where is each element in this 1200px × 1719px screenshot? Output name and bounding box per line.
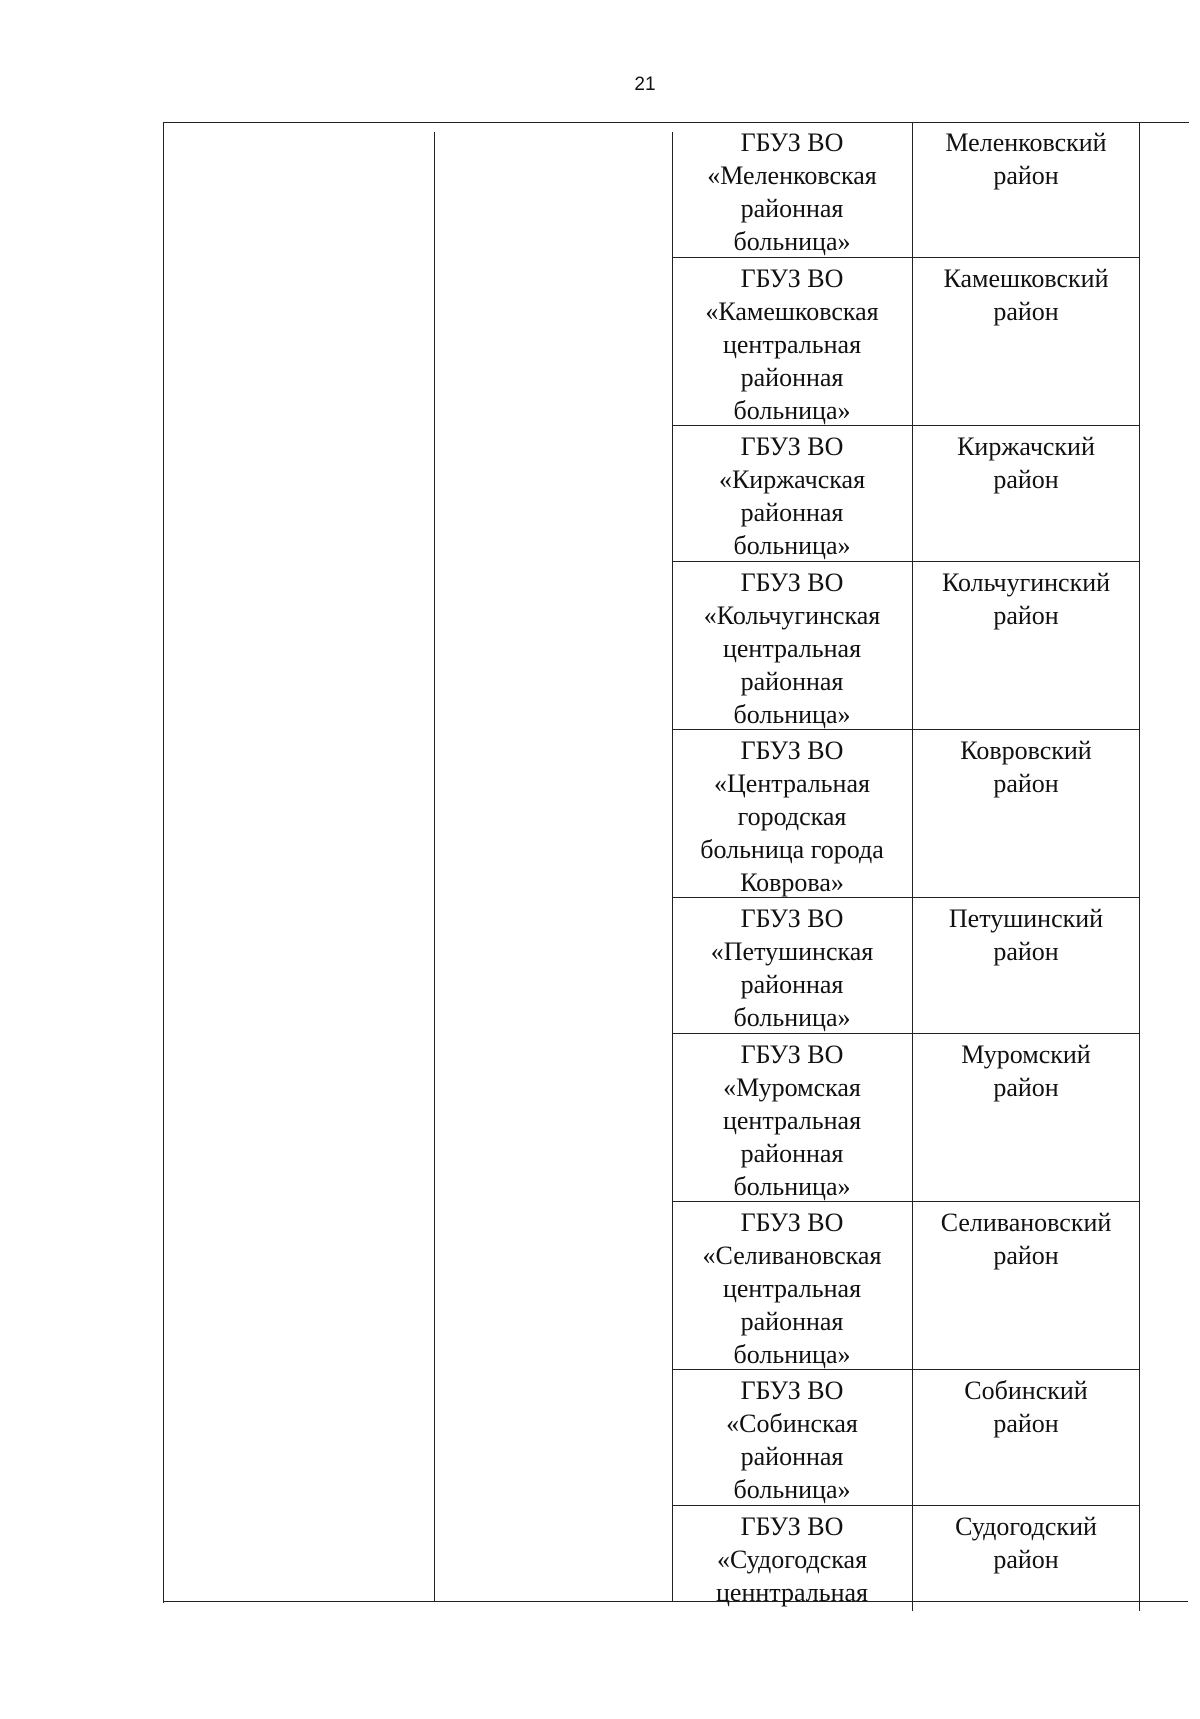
hospital-line: районная	[740, 970, 844, 999]
district-cell	[913, 122, 1140, 257]
table-row	[672, 1034, 1140, 1202]
hospital-line: «Селивановская	[702, 1241, 882, 1270]
hospital-line: «Камешковская	[705, 297, 879, 326]
table-row	[672, 562, 1140, 730]
district-cell	[913, 258, 1140, 425]
hospital-line: «Петушинская	[710, 937, 874, 966]
hospital-line: районная	[740, 363, 844, 392]
district-line: район	[993, 1241, 1059, 1270]
hospital-line: «Меленковская	[707, 161, 877, 190]
table-row	[672, 1202, 1140, 1370]
hospital-line: больница города	[700, 835, 884, 864]
district-line: район	[993, 1073, 1059, 1102]
district-cell	[913, 898, 1140, 1033]
district-line: Собинский	[964, 1376, 1088, 1405]
hospital-line: ГБУЗ ВО	[740, 1512, 844, 1541]
hospital-line: районная	[740, 1139, 844, 1168]
district-line: район	[993, 297, 1059, 326]
hospital-line: ГБУЗ ВО	[740, 568, 844, 597]
table-row	[672, 122, 1140, 258]
column-divider-1	[434, 132, 435, 1602]
hospital-cell	[672, 562, 913, 729]
hospital-line: ГБУЗ ВО	[740, 736, 844, 765]
hospital-line: Коврова»	[740, 868, 844, 897]
table-row	[672, 258, 1140, 426]
hospital-line: центральная	[722, 330, 862, 359]
district-line: район	[993, 465, 1059, 494]
hospital-line: ГБУЗ ВО	[740, 904, 844, 933]
district-line: Судогодский	[955, 1512, 1097, 1541]
hospital-line: ГБУЗ ВО	[740, 128, 844, 157]
hospital-line: ГБУЗ ВО	[740, 1040, 844, 1069]
district-line: Муромский	[961, 1040, 1091, 1069]
page-number: 21	[634, 74, 656, 95]
district-line: район	[993, 601, 1059, 630]
district-cell	[913, 1202, 1140, 1369]
table-row	[672, 730, 1140, 898]
hospital-line: больница»	[733, 1172, 851, 1201]
hospital-line: больница»	[733, 700, 851, 729]
hospital-line: районная	[740, 667, 844, 696]
hospital-cell	[672, 730, 913, 897]
hospital-line: ГБУЗ ВО	[740, 1376, 844, 1405]
hospital-line: центральная	[722, 634, 862, 663]
hospital-line: «Собинская	[726, 1409, 858, 1438]
district-cell	[913, 1034, 1140, 1201]
table-row	[672, 898, 1140, 1034]
hospital-cell	[672, 1506, 913, 1611]
hospital-line: ГБУЗ ВО	[740, 432, 844, 461]
hospital-line: больница»	[733, 1340, 851, 1369]
district-cell	[913, 562, 1140, 729]
hospital-line: районная	[740, 498, 844, 527]
hospital-line: больница»	[733, 531, 851, 560]
district-line: Кольчугинский	[941, 568, 1111, 597]
district-cell	[913, 1506, 1140, 1611]
hospital-line: центральная	[722, 1106, 862, 1135]
hospital-line: больница»	[733, 396, 851, 425]
hospital-line: городская	[737, 802, 847, 831]
district-line: Камешковский	[943, 264, 1109, 293]
hospital-line: «Киржачская	[718, 465, 866, 494]
hospital-line: районная	[740, 1307, 844, 1336]
hospital-cell	[672, 1202, 913, 1369]
hospital-line: больница»	[733, 227, 851, 256]
hospital-line: центральная	[722, 1274, 862, 1303]
hospital-line: районная	[740, 194, 844, 223]
hospital-line: «Судогодская	[716, 1545, 868, 1574]
hospital-line: «Муромская	[723, 1073, 861, 1102]
district-line: Петушинский	[948, 904, 1104, 933]
hospital-line: больница»	[733, 1475, 851, 1504]
hospital-line: районная	[740, 1442, 844, 1471]
hospital-line: «Центральная	[714, 769, 870, 798]
district-cell	[913, 730, 1140, 897]
table-row	[672, 1506, 1140, 1611]
district-line: Селивановский	[940, 1208, 1112, 1237]
district-line: район	[993, 161, 1059, 190]
hospital-line: ГБУЗ ВО	[740, 264, 844, 293]
district-line: Ковровский	[960, 736, 1092, 765]
table-row	[672, 1370, 1140, 1506]
hospital-cell	[672, 258, 913, 425]
district-line: Киржачский	[957, 432, 1095, 461]
district-line: район	[993, 937, 1059, 966]
district-cell	[913, 1370, 1140, 1505]
hospital-cell	[672, 898, 913, 1033]
table-row	[672, 426, 1140, 562]
hospital-cell	[672, 1370, 913, 1505]
district-line: район	[993, 1409, 1059, 1438]
district-cell	[913, 426, 1140, 561]
hospital-line: ГБУЗ ВО	[740, 1208, 844, 1237]
hospital-cell	[672, 426, 913, 561]
hospital-cell	[672, 122, 913, 257]
district-line: район	[993, 1545, 1059, 1574]
table-rows	[672, 122, 1140, 1611]
district-line: район	[993, 769, 1059, 798]
hospital-line: больница»	[733, 1003, 851, 1032]
hospital-line: «Кольчугинская	[703, 601, 881, 630]
hospital-cell	[672, 1034, 913, 1201]
hospital-line: ценнтральная	[716, 1578, 868, 1607]
district-line: Меленковский	[945, 128, 1107, 157]
